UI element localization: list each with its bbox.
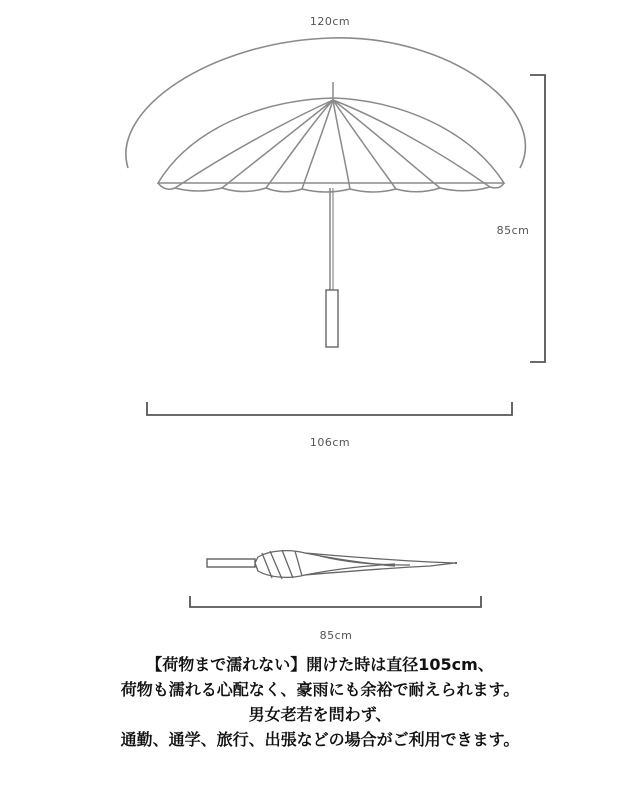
caption-line-3: 男女老若を問わず、 — [248, 705, 392, 724]
open-umbrella — [158, 82, 504, 347]
arc-width-label: 120cm — [309, 15, 351, 28]
folded-umbrella — [207, 550, 457, 579]
caption-line-4: 通勤、通学、旅行、出張などの場合がご利用できます。 — [120, 730, 520, 749]
height-label: 85cm — [496, 224, 530, 237]
product-description — [0, 652, 640, 752]
height-dimension — [530, 75, 545, 362]
folded-length-dimension — [190, 596, 481, 607]
caption-line-2: 荷物も濡れる心配なく、豪雨にも余裕で耐えられます。 — [120, 680, 520, 699]
open-width-dimension — [147, 402, 512, 415]
folded-length-label: 85cm — [319, 629, 353, 642]
caption-line-1: 【荷物まで濡れない】開けた時は直径105cm、 — [146, 655, 494, 674]
open-width-label: 106cm — [309, 436, 351, 449]
